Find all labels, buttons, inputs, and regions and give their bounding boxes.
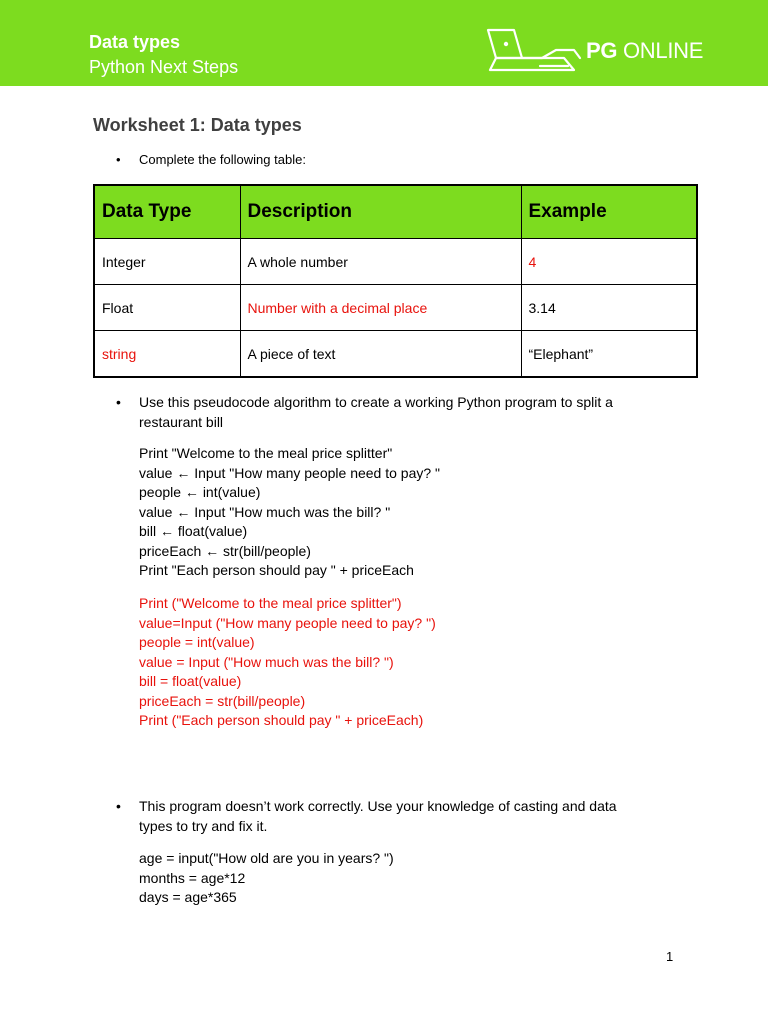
code-line: people ← int(value) <box>139 484 261 500</box>
code-line: months = age*12 <box>139 869 246 886</box>
laptop-icon <box>484 26 584 76</box>
table-cell-answer: Number with a decimal place <box>240 285 521 331</box>
column-header-data-type: Data Type <box>94 185 240 239</box>
python-answer-block <box>139 594 436 731</box>
code-line: value = Input ("How much was the bill? ") <box>139 653 394 670</box>
column-header-description: Description <box>240 185 521 239</box>
table-cell-answer: 4 <box>521 239 697 285</box>
header-title: Data types <box>89 32 181 52</box>
code-line: priceEach ← str(bill/people) <box>139 542 311 559</box>
code-line: bill ← float(value) <box>139 523 248 539</box>
table-row <box>94 331 697 378</box>
instruction-complete-table: Complete the following table: <box>139 152 306 167</box>
page-header <box>0 0 768 86</box>
instruction-pseudocode-line: Use this pseudocode algorithm to create a working Python program to split a <box>139 394 613 410</box>
table-cell: 3.14 <box>521 285 697 331</box>
table-cell: Float <box>94 285 240 331</box>
table-cell: “Elephant” <box>521 331 697 378</box>
code-line: Print "Each person should pay " + priceEach <box>139 562 414 578</box>
table-row <box>94 239 697 285</box>
code-line: age = input("How old are you in years? ") <box>139 850 394 866</box>
logo-text-online: ONLINE <box>617 38 704 63</box>
logo-text <box>586 38 703 64</box>
table-cell-answer: string <box>94 331 240 378</box>
code-line: Print "Welcome to the meal price splitter" <box>139 445 393 461</box>
instruction-pseudocode-line: restaurant bill <box>139 414 224 430</box>
table-cell: A whole number <box>240 239 521 285</box>
code-line: value ← Input "How many people need to pay? " <box>139 464 441 481</box>
pseudocode-block <box>139 444 440 581</box>
instruction-fix-line: types to try and fix it. <box>139 818 268 834</box>
code-line: bill = float(value) <box>139 673 242 689</box>
code-line: Print ("Each person should pay " + priceEach) <box>139 712 424 728</box>
bullet-icon: • <box>116 394 121 410</box>
logo-text-pg: PG <box>586 38 618 63</box>
pg-online-logo <box>484 26 704 76</box>
bullet-icon: • <box>116 798 121 814</box>
instruction-fix-line: This program doesn’t work correctly. Use your knowledge of casting and data <box>139 798 617 814</box>
header-subtitle: Python Next Steps <box>89 57 239 77</box>
worksheet-title: Worksheet 1: Data types <box>93 115 302 135</box>
table-header-row <box>94 185 697 239</box>
column-header-example: Example <box>521 185 697 239</box>
code-line: days = age*365 <box>139 889 237 905</box>
code-line: people = int(value) <box>139 634 255 650</box>
code-line: Print ("Welcome to the meal price splitter") <box>139 595 402 611</box>
page-number: 1 <box>666 949 674 964</box>
table-cell: A piece of text <box>240 331 521 378</box>
bullet-icon: • <box>116 152 121 167</box>
instruction-fix-program <box>139 796 699 836</box>
code-line: value ← Input "How much was the bill? " <box>139 503 391 520</box>
code-line: value=Input ("How many people need to pay? ") <box>139 614 436 631</box>
instruction-pseudocode <box>139 392 699 432</box>
table-row <box>94 285 697 331</box>
broken-code-block <box>139 849 394 908</box>
code-line: priceEach = str(bill/people) <box>139 692 306 709</box>
table-cell: Integer <box>94 239 240 285</box>
data-types-table <box>93 184 698 378</box>
